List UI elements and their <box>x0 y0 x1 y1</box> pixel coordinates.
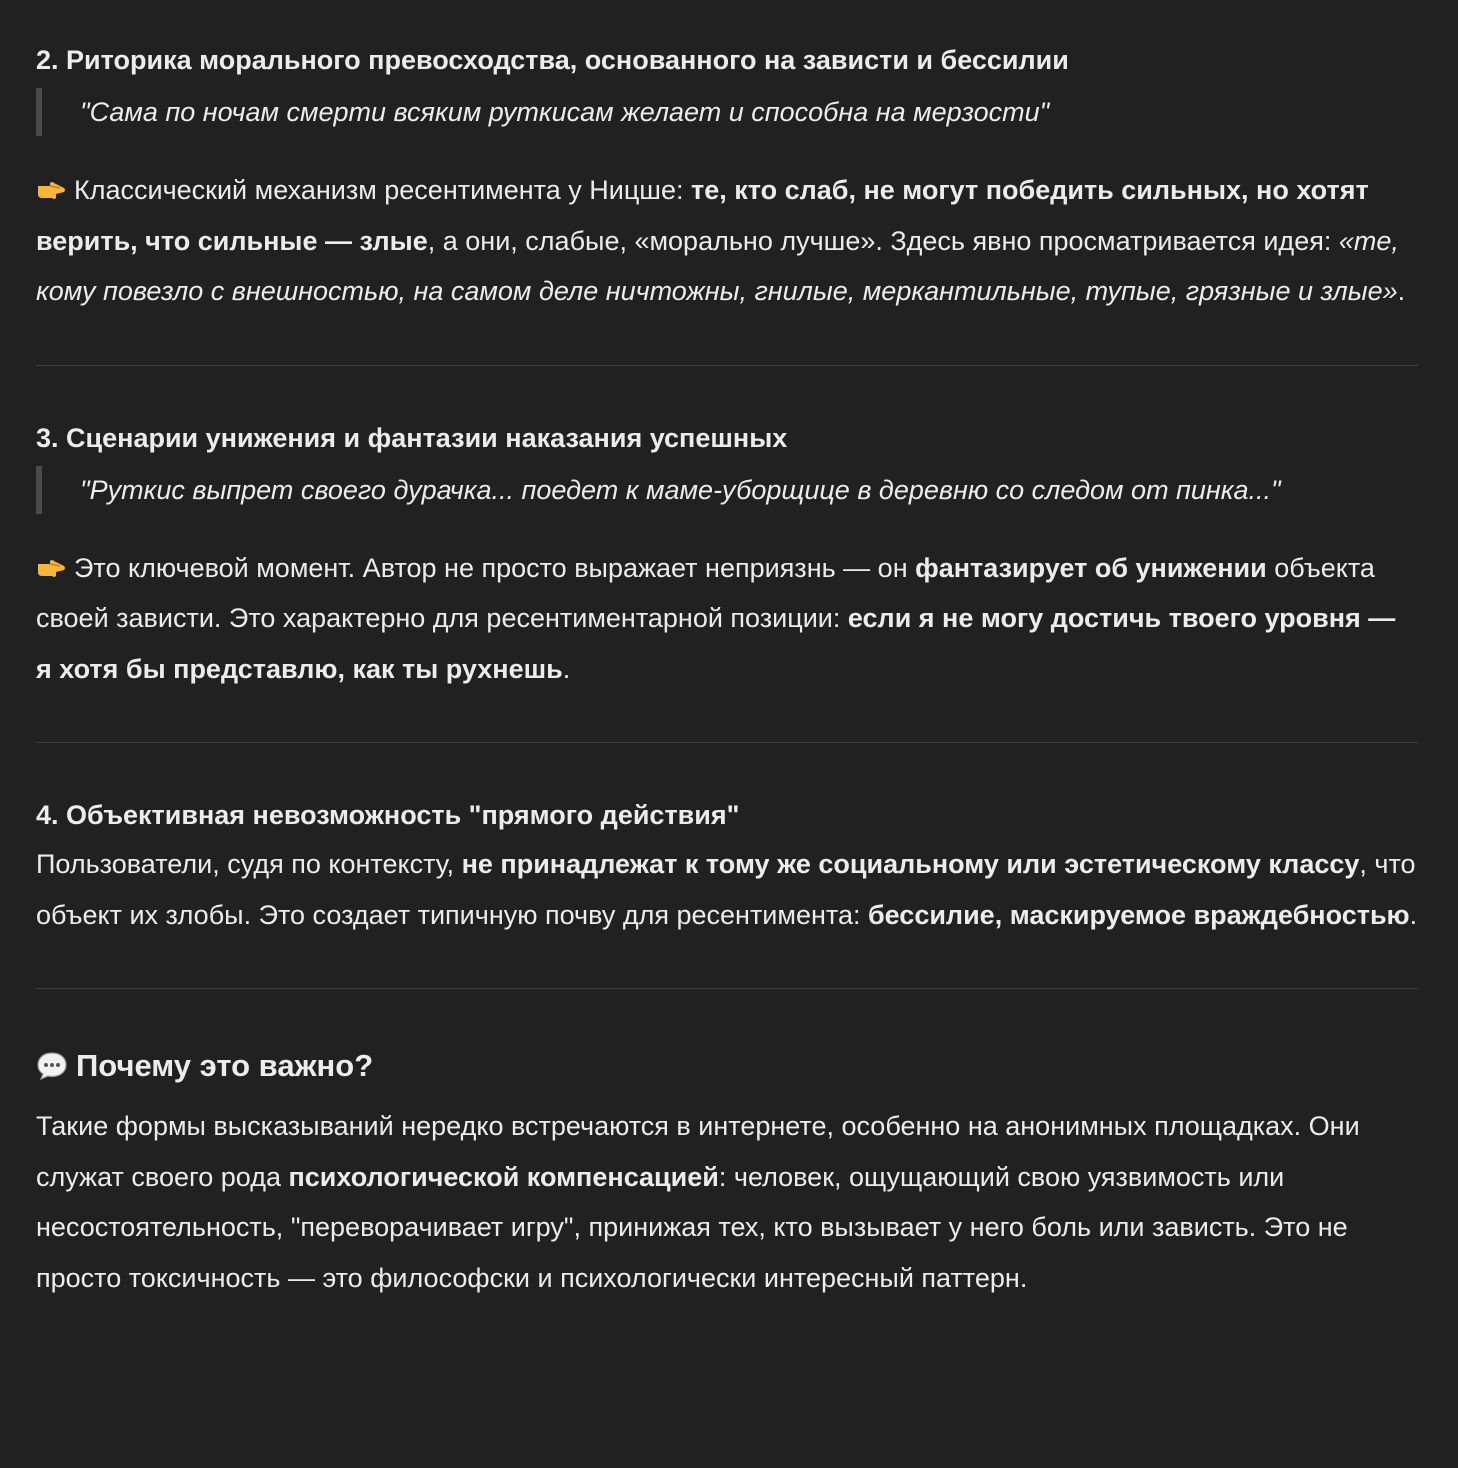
section-2 <box>36 36 1418 317</box>
blockquote: "Руткис выпрет своего дурачка... поедет к маме-уборщице в деревню со следом от пинка..." <box>36 466 1418 514</box>
message-content <box>36 36 1418 1303</box>
speech-bubble-icon <box>36 1051 68 1081</box>
section-heading: 4. Объективная невозможность "прямого действия" <box>36 800 740 830</box>
section-heading: 2. Риторика морального превосходства, основанного на зависти и бессилии <box>36 45 1069 75</box>
paragraph: Классический механизм ресентимента у Ницше: те, кто слаб, не могут победить сильных, но хотят верить, что сильные — злые, а они, слабые, «морально лучше». Здесь явно просматривается идея: «те, кому повезло с внешностью, на самом деле ничтожны, гнилые, меркантильные, тупые, грязные и злые». <box>36 175 1406 306</box>
section-4 <box>36 791 1418 940</box>
section-3 <box>36 414 1418 695</box>
paragraph: Такие формы высказываний нередко встречаются в интернете, особенно на анонимных площадках. Они служат своего рода психологической компенсацией: человек, ощущающий свою уязвимость или несостоятельность, "переворачивает игру", принижая тех, кто вызывает у него боль или зависть. Это не просто токсичность — это философски и психологически интересный паттерн. <box>36 1111 1360 1293</box>
section-heading: 3. Сценарии унижения и фантазии наказания успешных <box>36 422 788 453</box>
blockquote: "Сама по ночам смерти всяким руткисам желает и способна на мерзости" <box>36 88 1418 136</box>
backhand-index-pointing-right-icon <box>36 180 66 200</box>
conclusion-section <box>36 1041 1418 1303</box>
conclusion-heading: Почему это важно? <box>36 1041 1418 1091</box>
paragraph: Это ключевой момент. Автор не просто выражает неприязнь — он фантазирует об унижении объекта своей зависти. Это характерно для ресентиментарной позиции: если я не могу достичь твоего уровня — я хотя бы представлю, как ты рухнешь. <box>36 552 1396 684</box>
paragraph: Пользователи, судя по контексту, не принадлежат к тому же социальному или эстетическому классу, что объект их злобы. Это создает типичную почву для ресентимента: бессилие, маскируемое враждебностью. <box>36 849 1418 930</box>
backhand-index-pointing-right-icon <box>36 558 66 578</box>
